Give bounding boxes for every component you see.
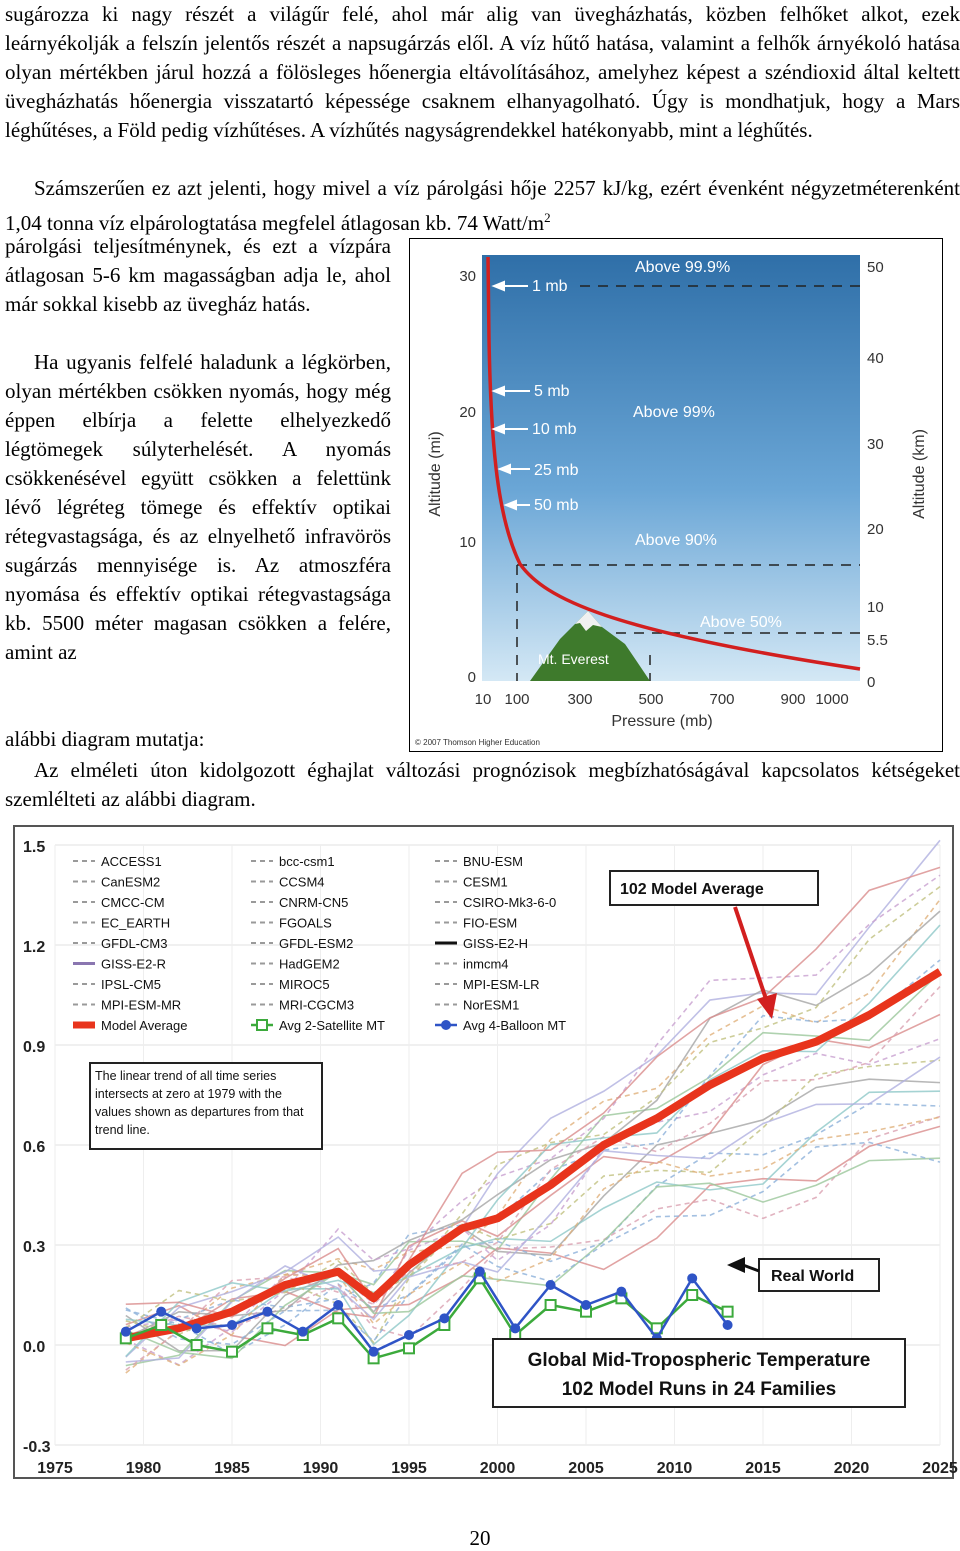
paragraph-pressure: Ha ugyanis felfelé haladunk a légkörben, olyan mértékben csökken nyomás, hogy még éppen elbírja a felette elhelyezkedő légtömegek súlyterhelését. A nyomás csökkenésével együtt csökken a felettünk lévő légréteg tömege és effektív optikai rétegvastagsága, és az elnyelhető infravörös sugárzás mennyisége is. Az atmoszféra nyomása és effektív optikai rétegvastagsága kb. 5500 méter magasan csökken a felére, amint az <box>5 350 391 664</box>
x-tick-label: 2010 <box>656 1460 693 1477</box>
series-point <box>156 1307 166 1317</box>
legend-label: IPSL-CM5 <box>101 977 161 992</box>
x-tick: 700 <box>709 691 735 708</box>
legend-label: ACCESS1 <box>101 854 162 869</box>
x-tick-label: 1990 <box>302 1460 339 1477</box>
series-point <box>687 1273 697 1283</box>
series-point <box>404 1343 414 1353</box>
pressure-label: 25 mb <box>534 462 579 479</box>
page-number: 20 <box>469 1526 491 1550</box>
x-tick: 900 <box>780 691 806 708</box>
pressure-label: 5 mb <box>534 383 570 400</box>
series-point <box>262 1323 272 1333</box>
series-point <box>121 1327 131 1337</box>
x-tick-label: 2000 <box>479 1460 516 1477</box>
legend-label: MIROC5 <box>279 977 330 992</box>
series-point <box>616 1287 626 1297</box>
legend-label: MPI-ESM-MR <box>101 997 182 1013</box>
paragraph-pressure-tail: alábbi diagram mutatja: <box>5 727 205 751</box>
series-point <box>333 1300 343 1310</box>
chart-title: Global Mid-Tropospheric Temperature <box>527 1350 871 1371</box>
x-tick: 500 <box>638 691 664 708</box>
x-tick-label: 2005 <box>568 1460 604 1477</box>
above-label: Above 90% <box>635 532 717 549</box>
series-point <box>439 1313 449 1323</box>
series-point <box>546 1300 556 1310</box>
series-point <box>404 1330 414 1340</box>
legend-label: Avg 2-Satellite MT <box>279 1018 385 1033</box>
y-axis-label-right: Altitude (km) <box>911 429 928 519</box>
series-point <box>227 1320 237 1330</box>
above-label: Above 99.9% <box>635 259 731 276</box>
series-point <box>475 1267 485 1277</box>
series-point <box>546 1280 556 1290</box>
left-axis-ticks <box>459 268 476 686</box>
y-tick-label: 1.2 <box>23 939 46 956</box>
pressure-altitude-svg <box>410 239 942 751</box>
left-tick: 30 <box>459 268 476 285</box>
y-tick-label: 0.3 <box>23 1239 46 1256</box>
mountain-label: Mt. Everest <box>538 651 609 667</box>
series-point <box>156 1320 166 1330</box>
legend-label: bcc-csm1 <box>279 854 335 869</box>
y-axis-ticks <box>23 839 51 1456</box>
right-tick: 40 <box>867 350 884 367</box>
above-label: Above 99% <box>633 404 715 421</box>
x-tick-label: 1995 <box>391 1460 427 1477</box>
legend-label: CMCC-CM <box>101 895 165 910</box>
x-tick-label: 1980 <box>125 1460 162 1477</box>
y-tick-label: 0.9 <box>23 1039 46 1056</box>
right-axis-ticks <box>867 259 888 691</box>
legend-label: EC_EARTH <box>101 915 171 931</box>
series-point <box>192 1323 202 1333</box>
chart-subtitle: 102 Model Runs in 24 Families <box>561 1379 837 1400</box>
y-tick-label: 1.5 <box>23 839 46 856</box>
legend-marker <box>441 1020 451 1030</box>
paragraph-diagram-intro: Az elméleti úton kidolgozott éghajlat változási prognózisok megbízhatóságával kapcsolatos kétségeket szemlélteti az alábbi diagram. <box>5 758 960 811</box>
x-axis-ticks <box>475 691 849 708</box>
series-point <box>192 1340 202 1350</box>
legend-label: Model Average <box>101 1018 188 1033</box>
pressure-label: 10 mb <box>532 421 577 438</box>
series-point <box>581 1300 591 1310</box>
series-point <box>687 1290 697 1300</box>
paragraph-evaporation-cont: párolgási teljesítménynek, és ezt a vízpára átlagosan 5-6 km magasságban adja le, ahol már sokkal kisebb az üvegház hatás. <box>5 234 391 316</box>
legend-label: GISS-E2-R <box>101 956 167 972</box>
series-point <box>723 1307 733 1317</box>
above-label: Above 50% <box>700 614 782 631</box>
superscript: 2 <box>544 210 551 225</box>
series-point <box>333 1313 343 1323</box>
model-run-line <box>126 1126 940 1345</box>
series-point <box>298 1327 308 1337</box>
copyright-text: © 2007 Thomson Higher Education <box>415 738 540 747</box>
left-tick: 10 <box>459 534 476 551</box>
legend-label: CESM1 <box>463 874 508 890</box>
x-tick: 300 <box>567 691 593 708</box>
arrow-to-real-world <box>727 1257 745 1273</box>
right-tick: 30 <box>867 436 884 453</box>
legend-label: FIO-ESM <box>463 915 518 931</box>
series-point <box>262 1307 272 1317</box>
x-tick: 1000 <box>815 691 849 708</box>
real-world-label: Real World <box>771 1268 855 1285</box>
note-text: The linear trend of all time series intersects at zero at 1979 with the values shown as departures from that trend line. <box>95 1069 304 1137</box>
legend-label: NorESM1 <box>463 997 520 1013</box>
right-tick: 5.5 <box>867 632 888 649</box>
climate-chart-svg <box>15 827 958 1477</box>
y-tick-label: 0.6 <box>23 1139 46 1156</box>
arrow-to-real-world-line <box>743 1265 759 1271</box>
legend-label: HadGEM2 <box>279 956 340 972</box>
legend-label: MPI-ESM-LR <box>463 977 540 992</box>
model-average-label: 102 Model Average <box>620 881 764 898</box>
y-tick-label: 0.0 <box>23 1339 46 1356</box>
legend-label: CCSM4 <box>279 874 325 890</box>
left-tick: 20 <box>459 404 476 421</box>
series-point <box>369 1347 379 1357</box>
chart-legend <box>73 854 566 1033</box>
x-tick: 100 <box>504 691 530 708</box>
series-point <box>723 1320 733 1330</box>
legend-label: GFDL-ESM2 <box>279 936 354 951</box>
right-tick: 0 <box>867 674 876 691</box>
note-box-text-container <box>95 1067 319 1149</box>
model-run-line <box>126 1117 940 1365</box>
paragraph-evaporation <box>5 174 960 238</box>
paragraph-evaporation-text: Számszerűen ez azt jelenti, hogy mivel a víz párolgási hője 2257 kJ/kg, ezért évenként négyzetméterenként 1,04 tonna víz elpárologtatása megfelel átlagosan kb. 74 Watt/m <box>5 176 960 235</box>
series-point <box>510 1323 520 1333</box>
right-tick: 20 <box>867 521 884 538</box>
legend-label: inmcm4 <box>463 956 509 972</box>
pressure-altitude-figure <box>409 238 943 752</box>
x-tick: 10 <box>474 691 492 708</box>
x-tick-label: 2020 <box>833 1460 870 1477</box>
x-axis-ticks <box>37 1460 958 1477</box>
legend-label: CanESM2 <box>101 874 161 890</box>
legend-label: Avg 4-Balloon MT <box>463 1018 567 1033</box>
right-tick: 50 <box>867 259 884 276</box>
legend-marker <box>257 1020 267 1030</box>
legend-label: CSIRO-Mk3-6-0 <box>463 895 557 910</box>
x-tick-label: 2025 <box>922 1460 958 1477</box>
legend-label: CNRM-CN5 <box>279 895 349 910</box>
paragraph-intro: sugározza ki nagy részét a világűr felé, ahol már alig van üvegházhatás, közben felhőket alkot, ezek leárnyékolják a felszín jelentős részét a napsugárzás elől. A víz hűtő hatása, valamint a felhők árnyékoló hatása olyan mértékben járul hozzá a fölösleges hőenergia eltávolításához, amelyhez képest a széndioxid által keltett üvegházhatás hőenergia visszatartó képessége csaknem elhanyagolható. Úgy is mondhatjuk, hogy a Mars léghűtéses, a Föld pedig vízhűtéses. A vízhűtés nagyságrendekkel hatékonyabb, mint a léghűtés. <box>5 2 960 142</box>
pressure-label: 1 mb <box>532 278 568 295</box>
left-tick: 0 <box>467 669 476 686</box>
legend-label: BNU-ESM <box>463 854 523 869</box>
x-tick-label: 1975 <box>37 1460 73 1477</box>
legend-label: GISS-E2-H <box>463 936 529 951</box>
x-tick-label: 2015 <box>745 1460 781 1477</box>
pressure-label: 50 mb <box>534 497 579 514</box>
y-axis-label-left: Altitude (mi) <box>427 431 444 517</box>
x-axis-label: Pressure (mb) <box>611 713 713 730</box>
y-tick-label: -0.3 <box>23 1439 51 1456</box>
legend-label: GFDL-CM3 <box>101 936 168 951</box>
right-tick: 10 <box>867 599 884 616</box>
series-point <box>227 1347 237 1357</box>
legend-label: FGOALS <box>279 915 332 931</box>
climate-model-chart <box>13 825 958 1479</box>
legend-label: MRI-CGCM3 <box>279 997 355 1013</box>
x-tick-label: 1985 <box>214 1460 250 1477</box>
